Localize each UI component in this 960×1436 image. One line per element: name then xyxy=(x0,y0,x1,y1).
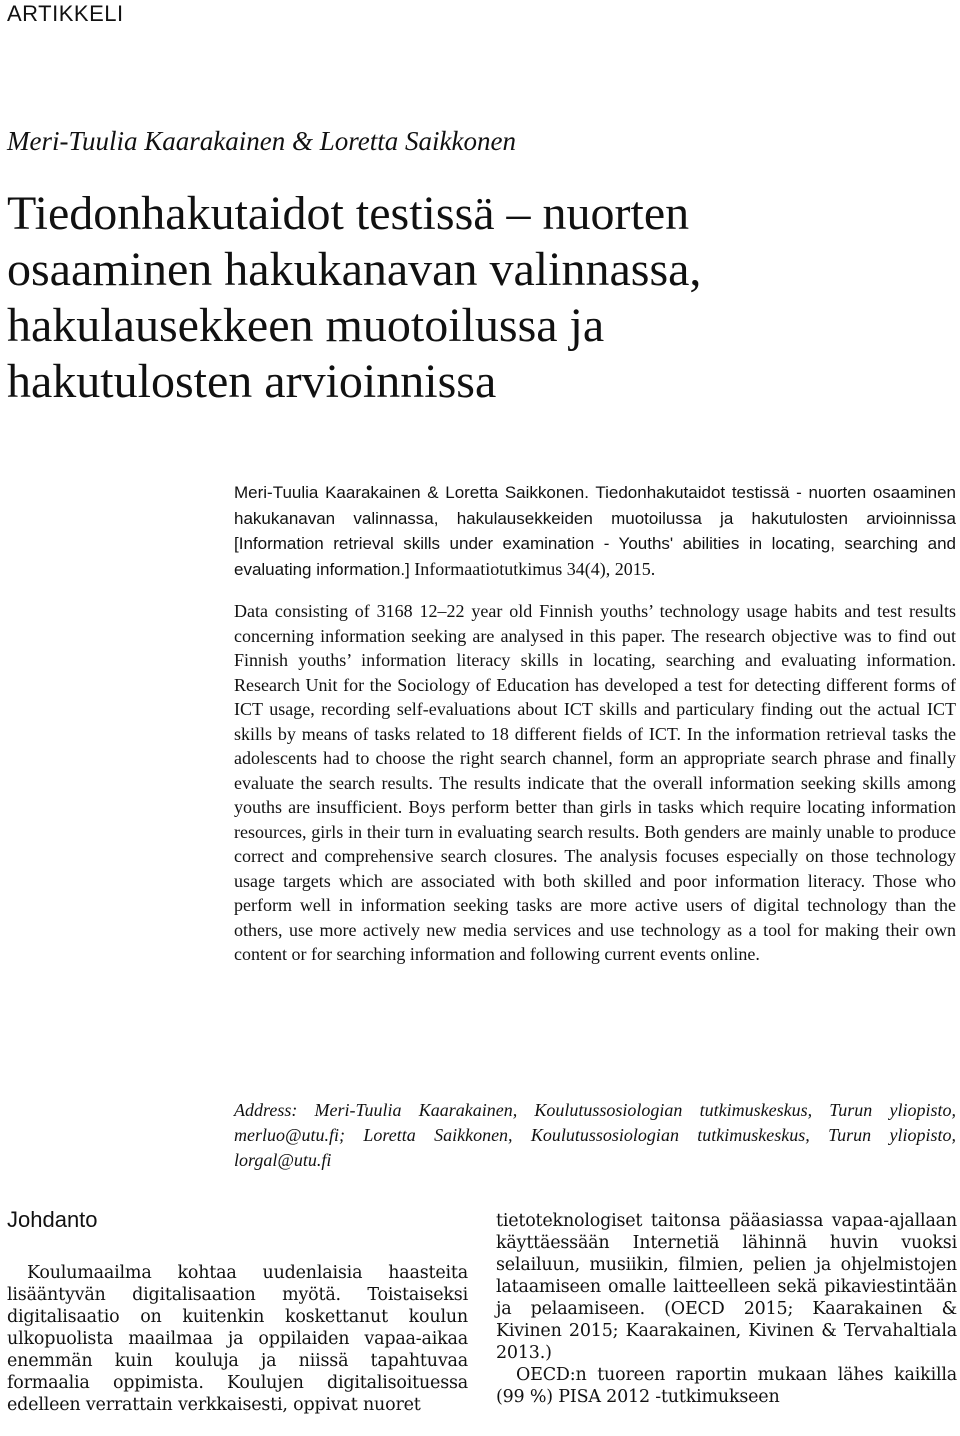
body-column-left xyxy=(7,1262,468,1416)
section-label: ARTIKKELI xyxy=(7,1,124,26)
body-paragraph: OECD:n tuoreen raportin mukaan lähes kaikilla (99 %) PISA 2012 -tutkimukseen xyxy=(496,1365,957,1407)
citation-source: Informaatiotutkimus 34(4), 2015. xyxy=(409,558,656,579)
body-column-right xyxy=(496,1210,957,1408)
title-line: Tiedonhakutaidot testissä – nuorten xyxy=(7,187,690,240)
citation-authors: Meri-Tuulia Kaarakainen & Loretta Saikkonen. xyxy=(234,483,589,502)
body-paragraph: Koulumaailma kohtaa uudenlaisia haasteita lisääntyvän digitalisaation myötä. Toistaiseksi digitalisaatio on kuitenkin koskettanut koulun ulkopuolista maailmaa ja oppilaiden vapaa-aikaa enemmän kuin kouluja ja niissä tapahtuvaa formaalia oppimista. Koulujen digitalisoituessa edelleen verrattain verkkaisesti, oppivat nuoret xyxy=(7,1263,468,1415)
citation-title: Tiedonhakutaidot testissä - nuorten osaaminen hakukanavan valinnassa, hakulausekkeiden muotoilussa ja hakutulosten arvioinnissa [Information retrieval skills under examination - Youths' abilities in locating, searching and evaluating information.] xyxy=(234,483,956,579)
citation xyxy=(234,480,956,582)
section-heading: Johdanto xyxy=(7,1207,98,1232)
article-title xyxy=(7,186,947,410)
abstract-text: Data consisting of 3168 12–22 year old Finnish youths’ technology usage habits and test results concerning information seeking are analysed in this paper. The research objective was to find out Finnish youths’ information literacy skills in locating, searching and evaluating information. Research Unit for the Sociology of Education has developed a test for detecting different forms of ICT usage, recording self-evaluations about ICT skills and particulary finding out the actual ICT skills by means of tasks related to 18 different fields of ICT. In the information retrieval tasks the adolescents had to choose the right search channel, form an appropriate search phrase and finally evaluate the search results. The results indicate that the overall information seeking skills among youths are insufficient. Boys perform better than girls in tasks which require locating information resources, girls in their turn in evaluating search results. Both genders are mainly unable to produce correct and comprehensive search closures. The analysis focuses especially on those technology usage targets which are associated with both skilled and poor information literacy. Those who perform well in information seeking tasks are more active users of digital technology than the others, use more actively new media services and use technology as a tool for making their own content or for searching information and following current events online. xyxy=(234,601,956,964)
title-line: osaaminen hakukanavan valinnassa, xyxy=(7,243,702,296)
author-address: Address: Meri-Tuulia Kaarakainen, Koulutussosiologian tutkimuskeskus, Turun yliopisto, merluo@utu.fi; Loretta Saikkonen, Koulutussosiologian tutkimuskeskus, Turun yliopisto, lorgal@utu.fi xyxy=(234,1100,956,1170)
article-authors: Meri-Tuulia Kaarakainen & Loretta Saikkonen xyxy=(7,126,516,156)
title-line: hakutulosten arvioinnissa xyxy=(7,355,497,408)
abstract-block xyxy=(234,480,956,967)
title-line: hakulausekkeen muotoilussa ja xyxy=(7,299,605,352)
body-paragraph: tietoteknologiset taitonsa pääasiassa vapaa-ajallaan käyttäessään Internetiä lähinnä huvin vuoksi selailuun, musiikin, filmien, pelien ja ohjelmistojen lataamiseen omalle laitteelleen sekä pikaviestintään ja pelaamiseen. (OECD 2015; Kaarakainen & Kivinen 2015; Kaarakainen, Kivinen & Tervahaltiala 2013.) xyxy=(496,1211,957,1363)
